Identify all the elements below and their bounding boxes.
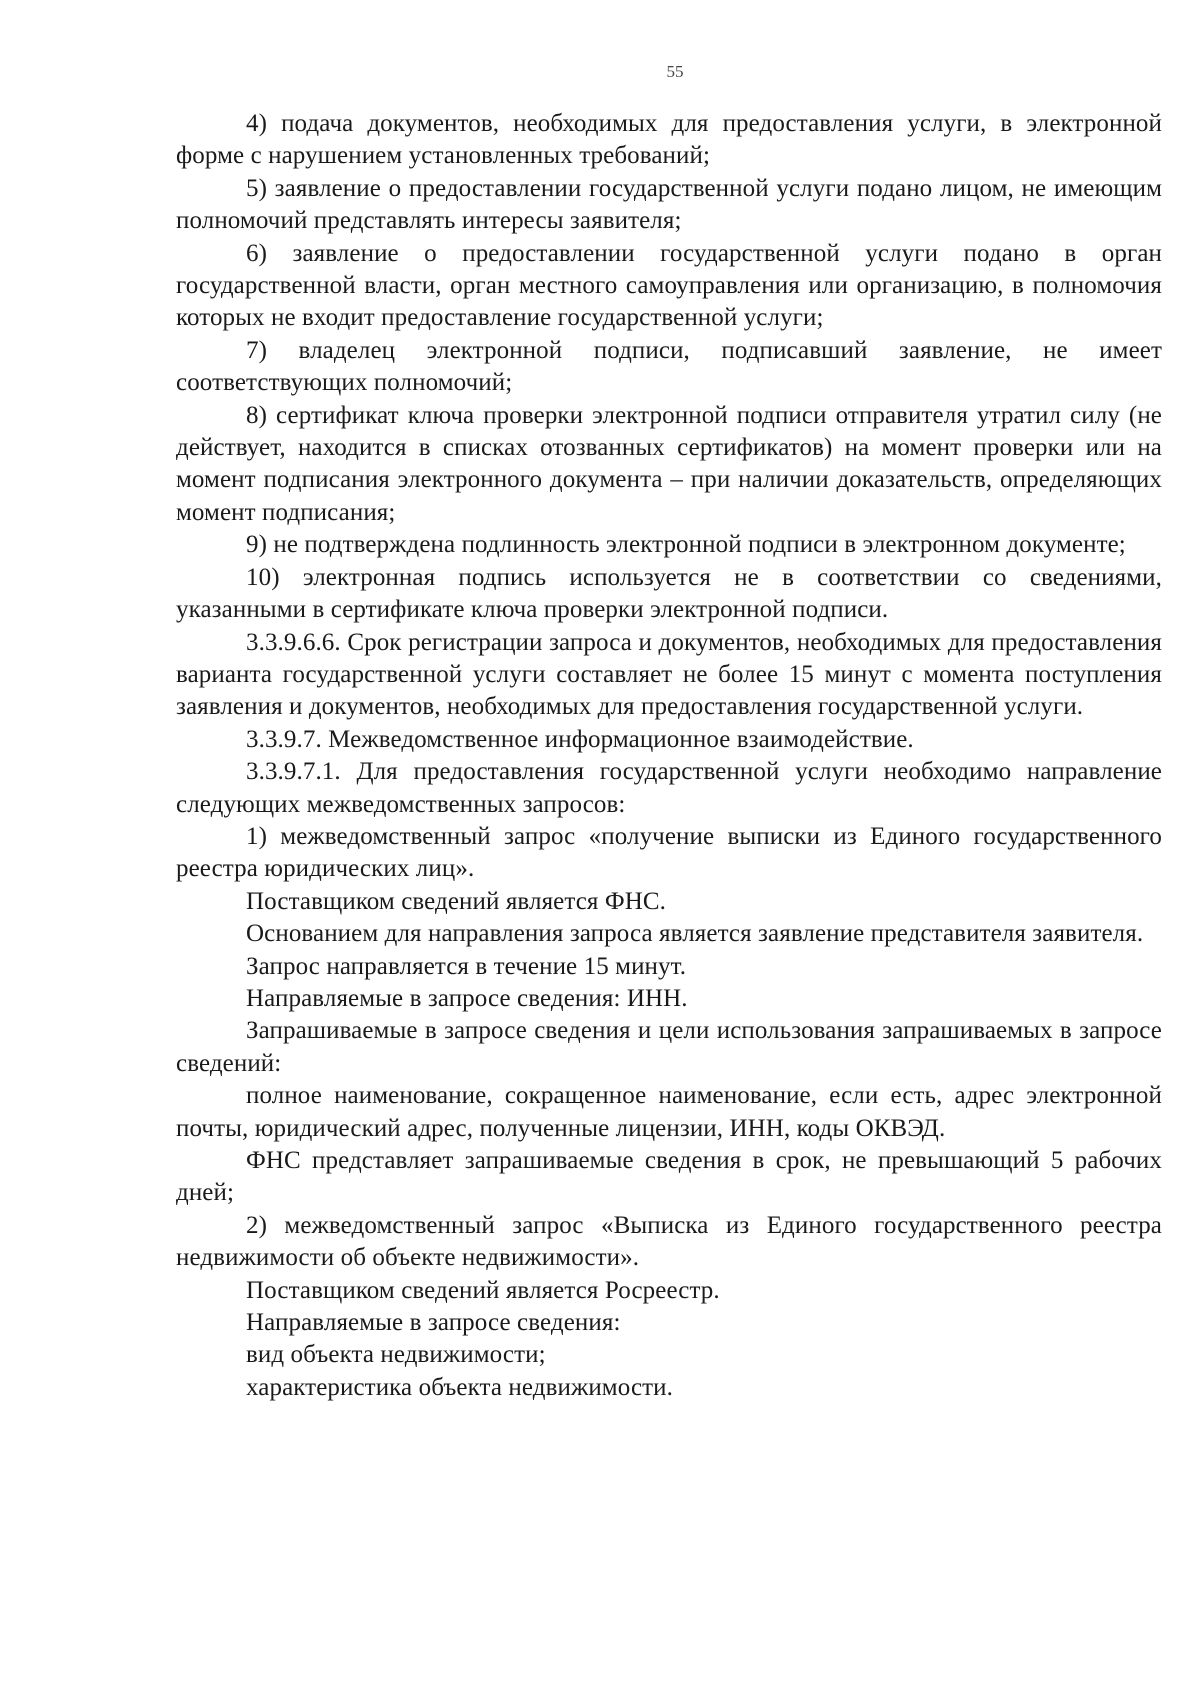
page-number: 55 (666, 62, 684, 81)
paragraph-property-characteristics: характеристика объекта недвижимости. (246, 1373, 674, 1401)
paragraph-request-basis: Основанием для направления запроса является заявление представителя заявителя. (246, 920, 1144, 948)
paragraph-section-3-3-9-7-1: 3.3.9.7.1. Для предоставления государственной услуги необходимо направление следующих межведомственных запросов: (176, 758, 1162, 818)
paragraph-section-3-3-9-7: 3.3.9.7. Межведомственное информационное взаимодействие. (246, 725, 914, 753)
paragraph-sent-data-2: Направляемые в запросе сведения: (246, 1309, 621, 1337)
paragraph-request-2: 2) межведомственный запрос «Выписка из Единого государственного реестра недвижимости об объекте недвижимости». (176, 1211, 1162, 1272)
document-body (176, 108, 1162, 1404)
paragraph-requested-data-list: полное наименование, сокращенное наименование, если есть, адрес электронной почты, юридический адрес, полученные лицензии, ИНН, коды ОКВЭД. (176, 1082, 1162, 1142)
paragraph-item-5: 5) заявление о предоставлении государственной услуги подано лицом, не имеющим полномочий представлять интересы заявителя; (176, 174, 1162, 235)
paragraph-fns-deadline: ФНС представляет запрашиваемые сведения в срок, не превышающий 5 рабочих дней; (176, 1147, 1162, 1207)
paragraph-requested-data: Запрашиваемые в запросе сведения и цели использования запрашиваемых в запросе сведений: (176, 1017, 1162, 1077)
paragraph-item-6: 6) заявление о предоставлении государственной услуги подано в орган государственной власти, орган местного самоуправления или организацию, в полномочия которых не входит предоставление государственной услуги; (176, 239, 1162, 332)
paragraph-section-3-3-9-6-6: 3.3.9.6.6. Срок регистрации запроса и документов, необходимых для предоставления варианта государственной услуги составляет не более 15 минут с момента поступления заявления и документов, необходимых для предоставления государственной услуги. (176, 628, 1162, 721)
paragraph-item-8: 8) сертификат ключа проверки электронной подписи отправителя утратил силу (не действует, находится в списках отозванных сертификатов) на момент проверки или на момент подписания электронного документа – при наличии доказательств, определяющих момент подписания; (176, 401, 1162, 526)
paragraph-item-4: 4) подача документов, необходимых для предоставления услуги, в электронной форме с нарушением установленных требований; (176, 110, 1162, 170)
paragraph-supplier-fns: Поставщиком сведений является ФНС. (246, 887, 666, 915)
paragraph-request-time: Запрос направляется в течение 15 минут. (246, 952, 687, 980)
paragraph-sent-data: Направляемые в запросе сведения: ИНН. (246, 984, 688, 1012)
paragraph-request-1: 1) межведомственный запрос «получение выписки из Единого государственного реестра юридических лиц». (176, 822, 1162, 883)
paragraph-item-9: 9) не подтверждена подлинность электронной подписи в электронном документе; (246, 531, 1126, 559)
paragraph-item-10: 10) электронная подпись используется не в соответствии со сведениями, указанными в сертификате ключа проверки электронной подписи. (176, 563, 1162, 624)
paragraph-supplier-rosreestr: Поставщиком сведений является Росреестр. (246, 1276, 720, 1304)
paragraph-item-7: 7) владелец электронной подписи, подписавший заявление, не имеет соответствующих полномочий; (176, 336, 1162, 397)
paragraph-property-type: вид объекта недвижимости; (246, 1341, 546, 1369)
